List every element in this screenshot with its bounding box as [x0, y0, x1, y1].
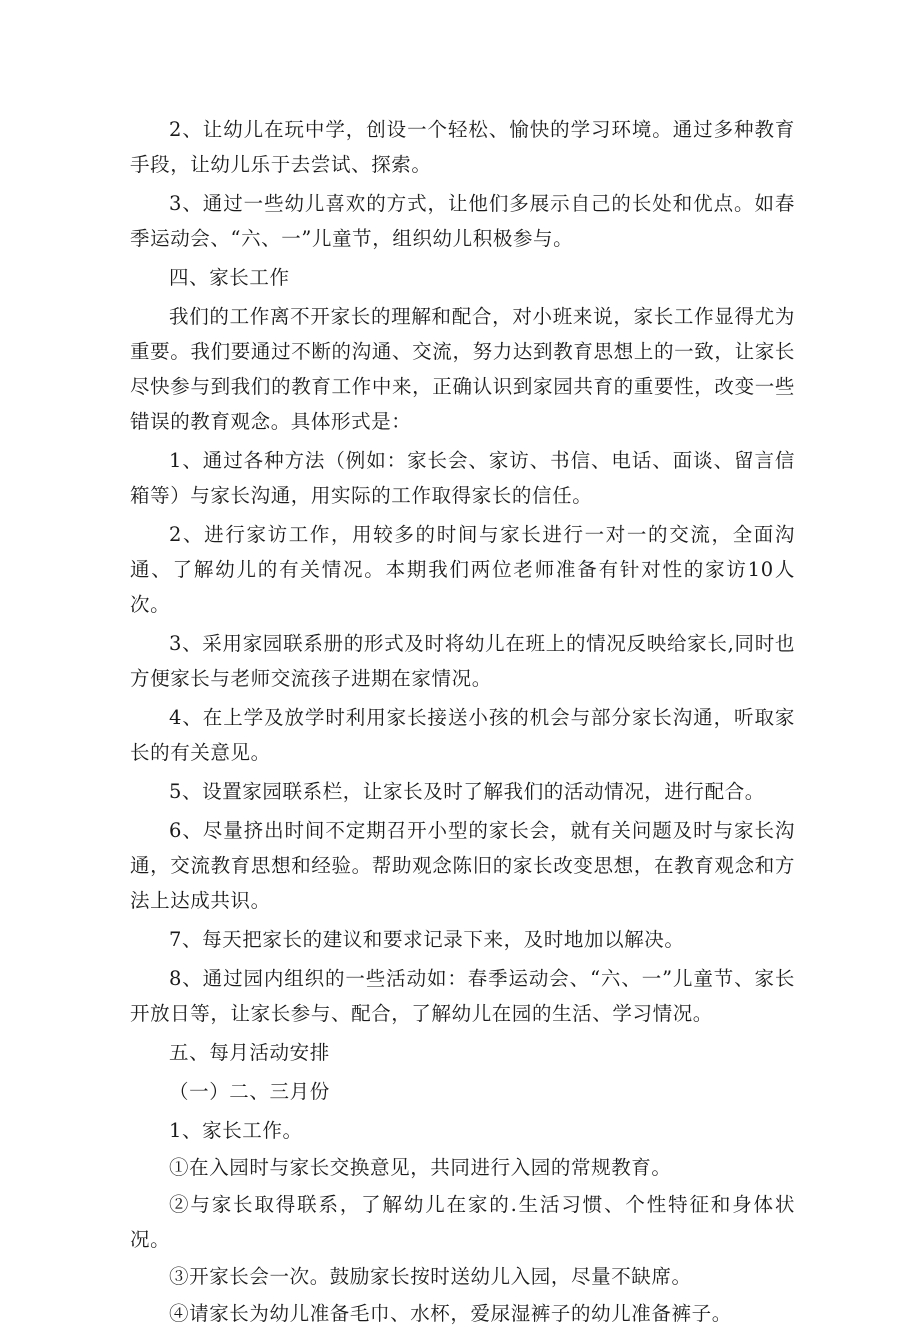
paragraph-parent-work-label: 1、家长工作。	[169, 1119, 303, 1142]
paragraph-parent-item-7: 7、每天把家长的建议和要求记录下来，及时地加以解决。	[169, 928, 685, 951]
section-heading-parent-work: 四、家长工作	[169, 266, 290, 289]
paragraph-parent-item-4: 4、在上学及放学时利用家长接送小孩的机会与部分家长沟通，听取家长的有关意见。	[130, 706, 795, 764]
paragraph-parent-item-3: 3、采用家园联系册的形式及时将幼儿在班上的情况反映给家长,同时也方便家长与老师交流孩子进期在家情况。	[130, 632, 795, 690]
paragraph-goal-3: 3、通过一些幼儿喜欢的方式，让他们多展示自己的长处和优点。如春季运动会、“六、一”儿童节，组织幼儿积极参与。	[130, 192, 795, 250]
list-item-circled-3: ③开家长会一次。鼓励家长按时送幼儿入园，尽量不缺席。	[169, 1265, 692, 1288]
paragraph-parent-item-5: 5、设置家园联系栏，让家长及时了解我们的活动情况，进行配合。	[169, 780, 765, 803]
paragraph-parent-item-8: 8、通过园内组织的一些活动如：春季运动会、“六、一”儿童节、家长开放日等，让家长参与、配合，了解幼儿在园的生活、学习情况。	[130, 967, 795, 1025]
paragraph-parent-work-intro: 我们的工作离不开家长的理解和配合，对小班来说，家长工作显得尤为重要。我们要通过不断的沟通、交流，努力达到教育思想上的一致，让家长尽快参与到我们的教育工作中来，正确认识到家园共育的重要性，改变一些错误的教育观念。具体形式是：	[130, 305, 795, 433]
list-item-circled-2: ②与家长取得联系，了解幼儿在家的.生活习惯、个性特征和身体状况。	[130, 1193, 795, 1251]
section-heading-monthly-activities: 五、每月活动安排	[169, 1041, 330, 1064]
paragraph-parent-item-6: 6、尽量挤出时间不定期召开小型的家长会，就有关问题及时与家长沟通，交流教育思想和经验。帮助观念陈旧的家长改变思想，在教育观念和方法上达成共识。	[130, 819, 795, 912]
paragraph-parent-item-2: 2、进行家访工作，用较多的时间与家长进行一对一的交流，全面沟通、了解幼儿的有关情况。本期我们两位老师准备有针对性的家访10人次。	[130, 523, 795, 616]
list-item-circled-1: ①在入园时与家长交换意见，共同进行入园的常规教育。	[169, 1156, 672, 1179]
subheading-feb-march: （一）二、三月份	[169, 1080, 330, 1103]
paragraph-goal-2: 2、让幼儿在玩中学，创设一个轻松、愉快的学习环境。通过多种教育手段，让幼儿乐于去尝试、探索。	[130, 118, 795, 176]
document-body	[130, 112, 795, 1333]
paragraph-parent-item-1: 1、通过各种方法（例如：家长会、家访、书信、电话、面谈、留言信箱等）与家长沟通，用实际的工作取得家长的信任。	[130, 449, 795, 507]
list-item-circled-4: ④请家长为幼儿准备毛巾、水杯，爱尿湿裤子的幼儿准备裤子。	[169, 1302, 732, 1325]
